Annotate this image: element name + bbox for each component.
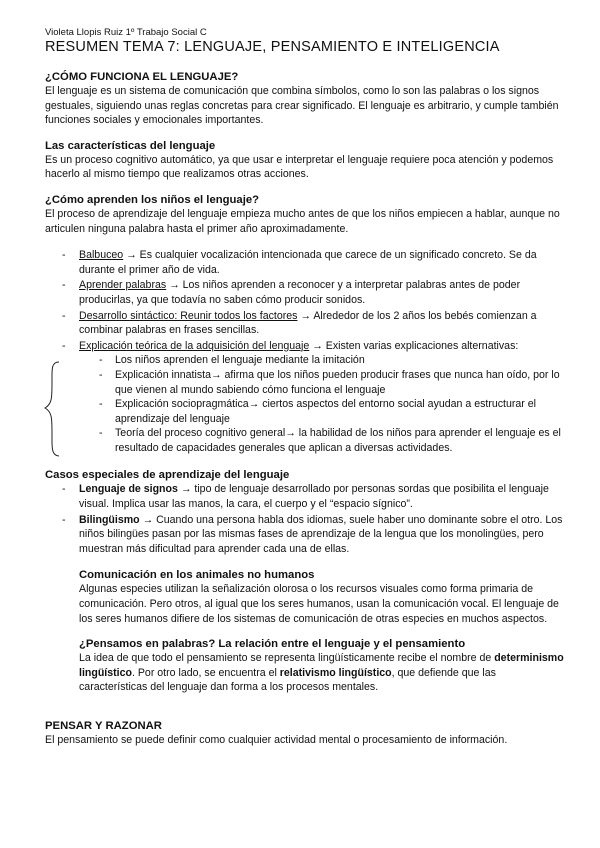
section-heading: ¿Pensamos en palabras? La relación entre el lenguaje y el pensamiento (79, 638, 466, 651)
list-item-term: Bilingüismo (79, 513, 140, 526)
list-item-text: → Cuando una persona habla dos idiomas, suele haber uno dominante sobre el otro. Los niños bilingües pasan por las mismas fases de aprendizaje de la lengua que los monolingües, pero muestran más dificultad para aprender cada una de ellas. (79, 513, 563, 555)
section-heading: Casos especiales de aprendizaje del lenguaje (45, 469, 290, 482)
list-item (45, 248, 565, 277)
section-thought-and-language (79, 637, 565, 695)
section-paragraph: El pensamiento se puede definir como cualquier actividad mental o procesamiento de información. (45, 734, 508, 746)
section-characteristics (45, 139, 565, 182)
list-item-text: → Alrededor de los 2 años los bebés comienzan a combinar palabras en frases sencillas. (79, 309, 537, 337)
sublist-item: - Explicación innatista→ afirma que los niños pueden producir frases que nunca han oído, por lo que vienen al mundo sabiendo cómo funciona el lenguaje (79, 368, 565, 397)
text-run: , que defiende que las características del lenguaje dan forma a los procesos mentales. (79, 666, 496, 694)
section-heading: ¿CÓMO FUNCIONA EL LENGUAJE? (45, 71, 239, 83)
section-heading: Las características del lenguaje (45, 139, 216, 152)
list-item-term: Desarrollo sintáctico: Reunir todos los factores (79, 309, 298, 322)
list-item-term: Lenguaje de signos (79, 483, 178, 496)
section-paragraph: El lenguaje es un sistema de comunicación que combina símbolos, como lo son las palabras o los signos gestuales, siguiendo unas reglas concretas para crear significado. El lenguaje es arbitrario, y cumple también funciones sociales y emocionales importantes. (45, 85, 559, 127)
list-item-text: → Es cualquier vocalización intencionada que carece de un significado concreto. Se da durante el primer año de vida. (79, 249, 537, 276)
list-item-term: Balbuceo (79, 249, 124, 262)
section-heading: PENSAR Y RAZONAR (45, 720, 162, 732)
list-item (45, 339, 565, 456)
theories-sublist (79, 353, 565, 455)
list-item (45, 482, 565, 511)
key-term: relativismo lingüístico (279, 666, 392, 679)
text-run: La idea de que todo el pensamiento se representa lingüísticamente recibe el nombre de (79, 652, 495, 665)
list-item-text: → Los niños aprenden a reconocer y a interpretar palabras antes de poder producirlas, ya que todavía no saben cómo producir sonidos. (79, 279, 521, 306)
sublist-item: - Los niños aprenden el lenguaje mediante la imitación (79, 353, 565, 368)
list-item-text: → tipo de lenguaje desarrollado por personas sordas que posibilita el lenguaje visual. Implica usar las manos, la cara, el cuerpo y el “espacio sígnico”. (79, 483, 549, 511)
list-item (45, 513, 565, 557)
curly-brace-icon (43, 360, 63, 460)
list-item-term: Explicación teórica de la adquisición del lenguaje (79, 339, 310, 352)
list-item (45, 309, 565, 338)
section-special-cases (45, 468, 565, 556)
section-thinking-reasoning (45, 719, 565, 748)
section-how-language-works (45, 70, 565, 128)
section-heading: ¿Cómo aprenden los niños el lenguaje? (45, 193, 260, 206)
section-paragraph (79, 651, 565, 695)
document-page (45, 27, 565, 759)
text-run: . Por otro lado, se encuentra el (131, 666, 280, 679)
key-term: determinismo lingüístico (79, 652, 564, 679)
page-title: RESUMEN TEMA 7: LENGUAJE, PENSAMIENTO E INTELIGENCIA (45, 39, 500, 55)
section-children-learning (45, 193, 565, 456)
section-heading: Comunicación en los animales no humanos (79, 569, 315, 582)
section-paragraph: Es un proceso cognitivo automático, ya que usar e interpretar el lenguaje requiere poca atención y podemos hacerlo al mismo tiempo que realizamos otras acciones. (45, 153, 554, 181)
list-item-term: Aprender palabras (79, 279, 167, 292)
sublist-item: - Explicación sociopragmática→ ciertos aspectos del entorno social ayudan a estructurar el aprendizaje del lenguaje (79, 397, 565, 426)
learning-stages-list (45, 248, 565, 455)
list-item (45, 278, 565, 307)
sublist-item: - Teoría del proceso cognitivo general→ la habilidad de los niños para aprender el lenguaje es el resultado de capacidades generales que aplican a diversas actividades. (79, 426, 565, 455)
section-animal-communication (79, 568, 565, 626)
special-cases-list (45, 482, 565, 556)
list-item-text: → Existen varias explicaciones alternativas: (309, 339, 519, 352)
author-line: Violeta Llopis Ruiz 1º Trabajo Social C (45, 27, 207, 38)
section-paragraph: Algunas especies utilizan la señalización olorosa o los recursos visuales como forma primaria de comunicación. Pero otros, al igual que los seres humanos, usan la comunicación vocal. El lenguaje de los seres humanos difiere de los sistemas de comunicación de otras especies en muchos aspectos. (79, 583, 559, 625)
section-paragraph: El proceso de aprendizaje del lenguaje empieza mucho antes de que los niños empiecen a hablar, aunque no articulen ninguna palabra hasta el primer año aproximadamente. (45, 207, 560, 235)
